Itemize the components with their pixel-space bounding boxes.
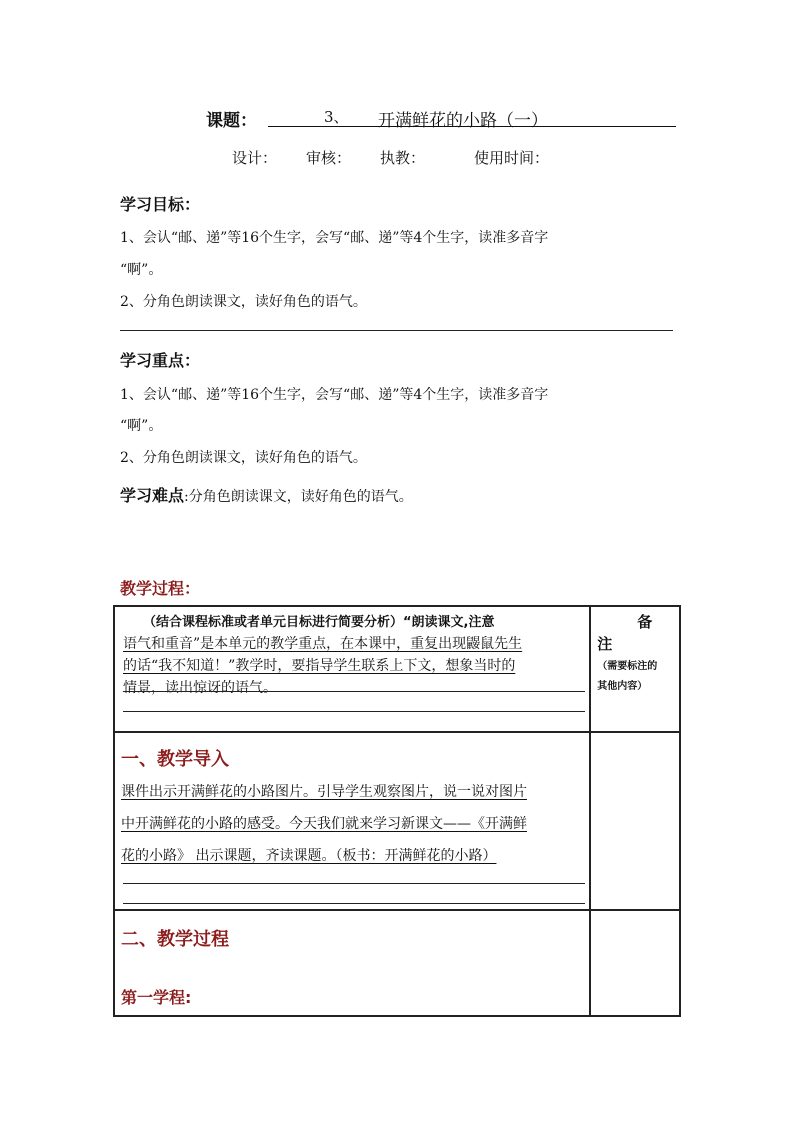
- section1-line-1: 课件出示开满鲜花的小路图片。引导学生观察图片，说一说对图片: [121, 784, 527, 800]
- section2-heading: 二、教学过程: [121, 929, 229, 950]
- lesson-number: 3、: [324, 108, 349, 126]
- analysis-line-1-text: （结合课程标准或者单元目标进行简要分析）“朗读课文,注意: [143, 615, 495, 630]
- blank-line: [123, 903, 585, 904]
- analysis-line-2: 语气和重音”是本单元的教学重点，在本课中，重复出现鼹鼠先生: [123, 636, 523, 652]
- goals-item-2: 2、分角色朗读课文，读好角色的语气。: [120, 294, 367, 310]
- intro-cell: [114, 732, 590, 910]
- table-row: [114, 732, 680, 910]
- analysis-cell: [114, 606, 590, 732]
- difficulties-text: :分角色朗读课文，读好角色的语气。: [184, 489, 413, 505]
- section1-line-3: 花的小路》 出示课题，齐读课题。（板书：开满鲜花的小路）: [121, 848, 497, 864]
- notes-cell-empty: [590, 732, 680, 910]
- goals-heading: 学习目标：: [120, 195, 201, 214]
- meta-date: 使用时间：: [474, 149, 550, 167]
- blank-line: [123, 883, 585, 884]
- blank-line: [123, 711, 585, 712]
- process-cell: [114, 910, 590, 1016]
- subsection-heading: 第一学程:: [121, 988, 192, 1007]
- difficulties-row: [120, 483, 413, 506]
- analysis-line-1: [143, 611, 494, 630]
- notes-title-2: 注: [597, 635, 613, 653]
- divider: [120, 330, 673, 331]
- table-row: [114, 910, 680, 1016]
- lesson-table: [113, 605, 681, 1017]
- meta-review: 审核：: [306, 149, 352, 167]
- key-points-heading: 学习重点：: [120, 351, 201, 370]
- key-points-item-2: 2、分角色朗读课文，读好角色的语气。: [120, 450, 367, 466]
- meta-design: 设计：: [232, 149, 278, 167]
- process-heading: 教学过程：: [120, 579, 201, 598]
- goals-item-1: 1、会认“邮、递”等16个生字，会写“邮、递”等4个生字，读准多音字: [120, 230, 549, 246]
- lesson-title: 开满鲜花的小路（一）: [378, 111, 548, 131]
- analysis-line-3: 的话“我不知道！”教学时，要指导学生联系上下文，想象当时的: [123, 658, 516, 674]
- notes-sub-1: （需要标注的: [597, 661, 658, 672]
- title-label: 课题：: [206, 111, 257, 131]
- blank-line: [123, 691, 585, 692]
- notes-title-1: 备: [637, 613, 653, 631]
- notes-cell: [590, 606, 680, 732]
- key-points-item-1: 1、会认“邮、递”等16个生字，会写“邮、递”等4个生字，读准多音字: [120, 387, 549, 403]
- notes-sub-2: 其他内容）: [597, 681, 648, 692]
- notes-cell-empty: [590, 910, 680, 1016]
- difficulties-heading: 学习难点: [120, 486, 185, 505]
- section1-line-2: 中开满鲜花的小路的感受。今天我们就来学习新课文——《开满鲜: [121, 816, 527, 832]
- table-row: [114, 606, 680, 732]
- meta-teacher: 执教：: [380, 149, 426, 167]
- analysis-line-4: 情景，读出惊讶的语气。: [123, 680, 277, 696]
- goals-item-1-cont: “啊”。: [120, 262, 163, 278]
- lesson-title-row: [206, 106, 676, 130]
- section1-heading: 一、教学导入: [121, 749, 229, 770]
- key-points-item-1-cont: “啊”。: [120, 418, 163, 434]
